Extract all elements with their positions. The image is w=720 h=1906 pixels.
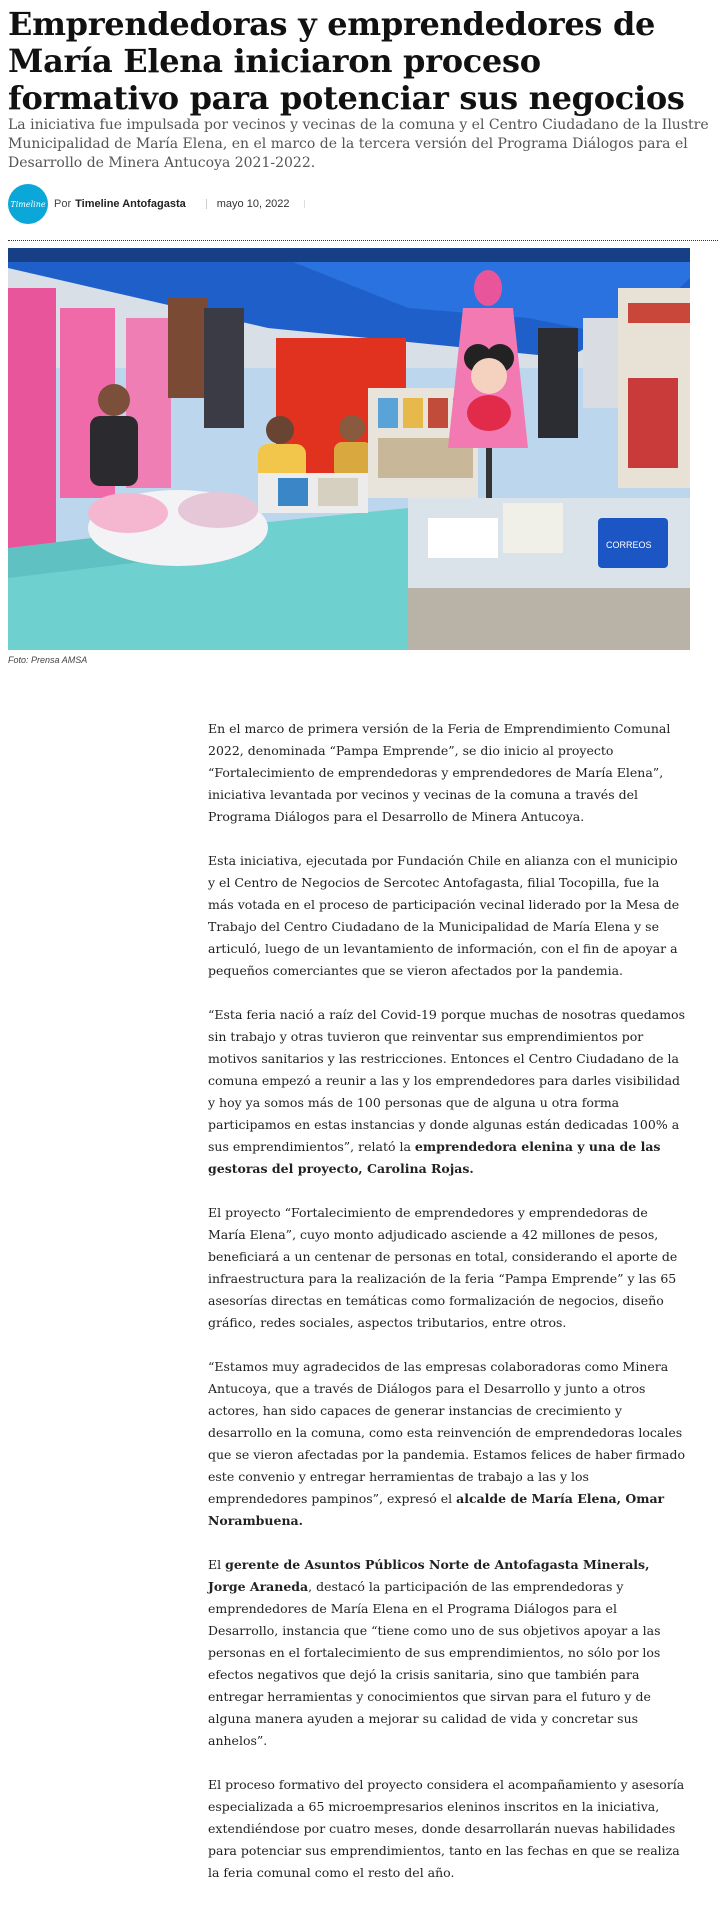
byline-divider <box>206 199 207 209</box>
paragraph-3-text: “Esta feria nació a raíz del Covid-19 porque muchas de nosotras quedamos sin trabajo y otras tuvieron que reinventar sus emprendimientos por motivos sanitarios y las restricciones. Entonces el Centro Ciudadano de la comuna empezó a reunir a las y los emprendedores para darles visibilidad y hoy ya somos más de 100 personas que de alguna u otra forma participamos en estas instancias y donde algunas están dedicadas 100% a sus emprendimientos”, relató la <box>208 1007 685 1154</box>
byline-prefix: Por <box>54 198 72 210</box>
photo-caption: Foto: Prensa AMSA <box>8 655 88 665</box>
paragraph-5 <box>208 1356 688 1532</box>
paragraph-6-bold: gerente de Asuntos Públicos Norte de Antofagasta Minerals, Jorge Araneda <box>208 1557 650 1594</box>
publish-date: mayo 10, 2022 <box>216 198 290 210</box>
paragraph-6-pre: El <box>208 1557 226 1572</box>
article-photo <box>8 248 690 650</box>
paragraph-3-bold: emprendedora elenina y una de las gestoras del proyecto, Carolina Rojas. <box>208 1139 661 1176</box>
author-link[interactable]: Timeline Antofagasta <box>75 198 186 210</box>
paragraph-6-text: , destacó la participación de las emprendedoras y emprendedores de María Elena en el Programa Diálogos para el Desarrollo, instancia que “tiene como uno de sus objetivos apoyar a las personas en el fortalecimiento de sus emprendimientos, no sólo por los efectos negativos que dejó la crisis sanitaria, sino que también para entregar herramientas y conocimientos que sirvan para el futuro y de alguna manera ayuden a mejorar su calidad de vida y concretar sus anhelos”. <box>208 1579 661 1748</box>
paragraph-7: El proceso formativo del proyecto considera el acompañamiento y asesoría especializada a 65 microempresarios eleninos inscritos en la iniciativa, extendiéndose por cuatro meses, donde desarrollarán nuevas habilidades para potenciar sus emprendimientos, tanto en las fechas en que se realiza la feria comunal como el resto del año. <box>208 1777 685 1880</box>
header-divider <box>8 240 718 241</box>
paragraph-1: En el marco de primera versión de la Feria de Emprendimiento Comunal 2022, denominada “Pampa Emprende”, se dio inicio al proyecto “Fortalecimiento de emprendedoras y emprendedores de María Elena”, iniciativa levantada por vecinos y vecinas de la comuna a través del Programa Diálogos para el Desarrollo de Minera Antucoya. <box>208 721 671 824</box>
bag-label: CORREOS <box>606 540 652 550</box>
author-avatar[interactable] <box>8 184 48 224</box>
article-title: Emprendedoras y emprendedores de María Elena iniciaron proceso formativo para potenciar sus negocios <box>8 5 685 117</box>
byline-divider-2 <box>304 200 305 208</box>
article-body <box>208 718 688 1906</box>
byline <box>8 184 305 224</box>
paragraph-5-bold: alcalde de María Elena, Omar Norambuena. <box>208 1491 665 1528</box>
paragraph-6 <box>208 1554 688 1752</box>
paragraph-3 <box>208 1004 688 1180</box>
paragraph-5-text: “Estamos muy agradecidos de las empresas colaboradoras como Minera Antucoya, que a través de Diálogos para el Desarrollo y junto a otros actores, han sido capaces de generar instancias de crecimiento y desarrollo en la comuna, como esta reinvención de emprendedoras locales que se vieron afectadas por la pandemia. Estamos felices de haber firmado este convenio y entregar herramientas de trabajo a las y los emprendedores pampinos”, expresó el <box>208 1359 685 1506</box>
article-dek: La iniciativa fue impulsada por vecinos y vecinas de la comuna y el Centro Ciudadano de la Ilustre Municipalidad de María Elena, en el marco de la tercera versión del Programa Diálogos para el Desarrollo de Minera Antucoya 2021-2022. <box>8 117 709 171</box>
paragraph-2: Esta iniciativa, ejecutada por Fundación Chile en alianza con el municipio y el Centro de Negocios de Sercotec Antofagasta, filial Tocopilla, fue la más votada en el proceso de participación vecinal liderado por la Mesa de Trabajo del Centro Ciudadano de la Municipalidad de María Elena y se articuló, luego de un levantamiento de información, con el fin de apoyar a pequeños comerciantes que se vieron afectados por la pandemia. <box>208 853 680 978</box>
paragraph-4: El proyecto “Fortalecimiento de emprendedores y emprendedoras de María Elena”, cuyo monto adjudicado asciende a 42 millones de pesos, beneficiará a un centenar de personas en total, considerando el aporte de infraestructura para la realización de la feria “Pampa Emprende” y las 65 asesorías directas en temáticas como formalización de negocios, diseño gráfico, redes sociales, aspectos tributarios, entre otros. <box>208 1205 678 1330</box>
avatar-text: Timeline <box>10 199 46 209</box>
